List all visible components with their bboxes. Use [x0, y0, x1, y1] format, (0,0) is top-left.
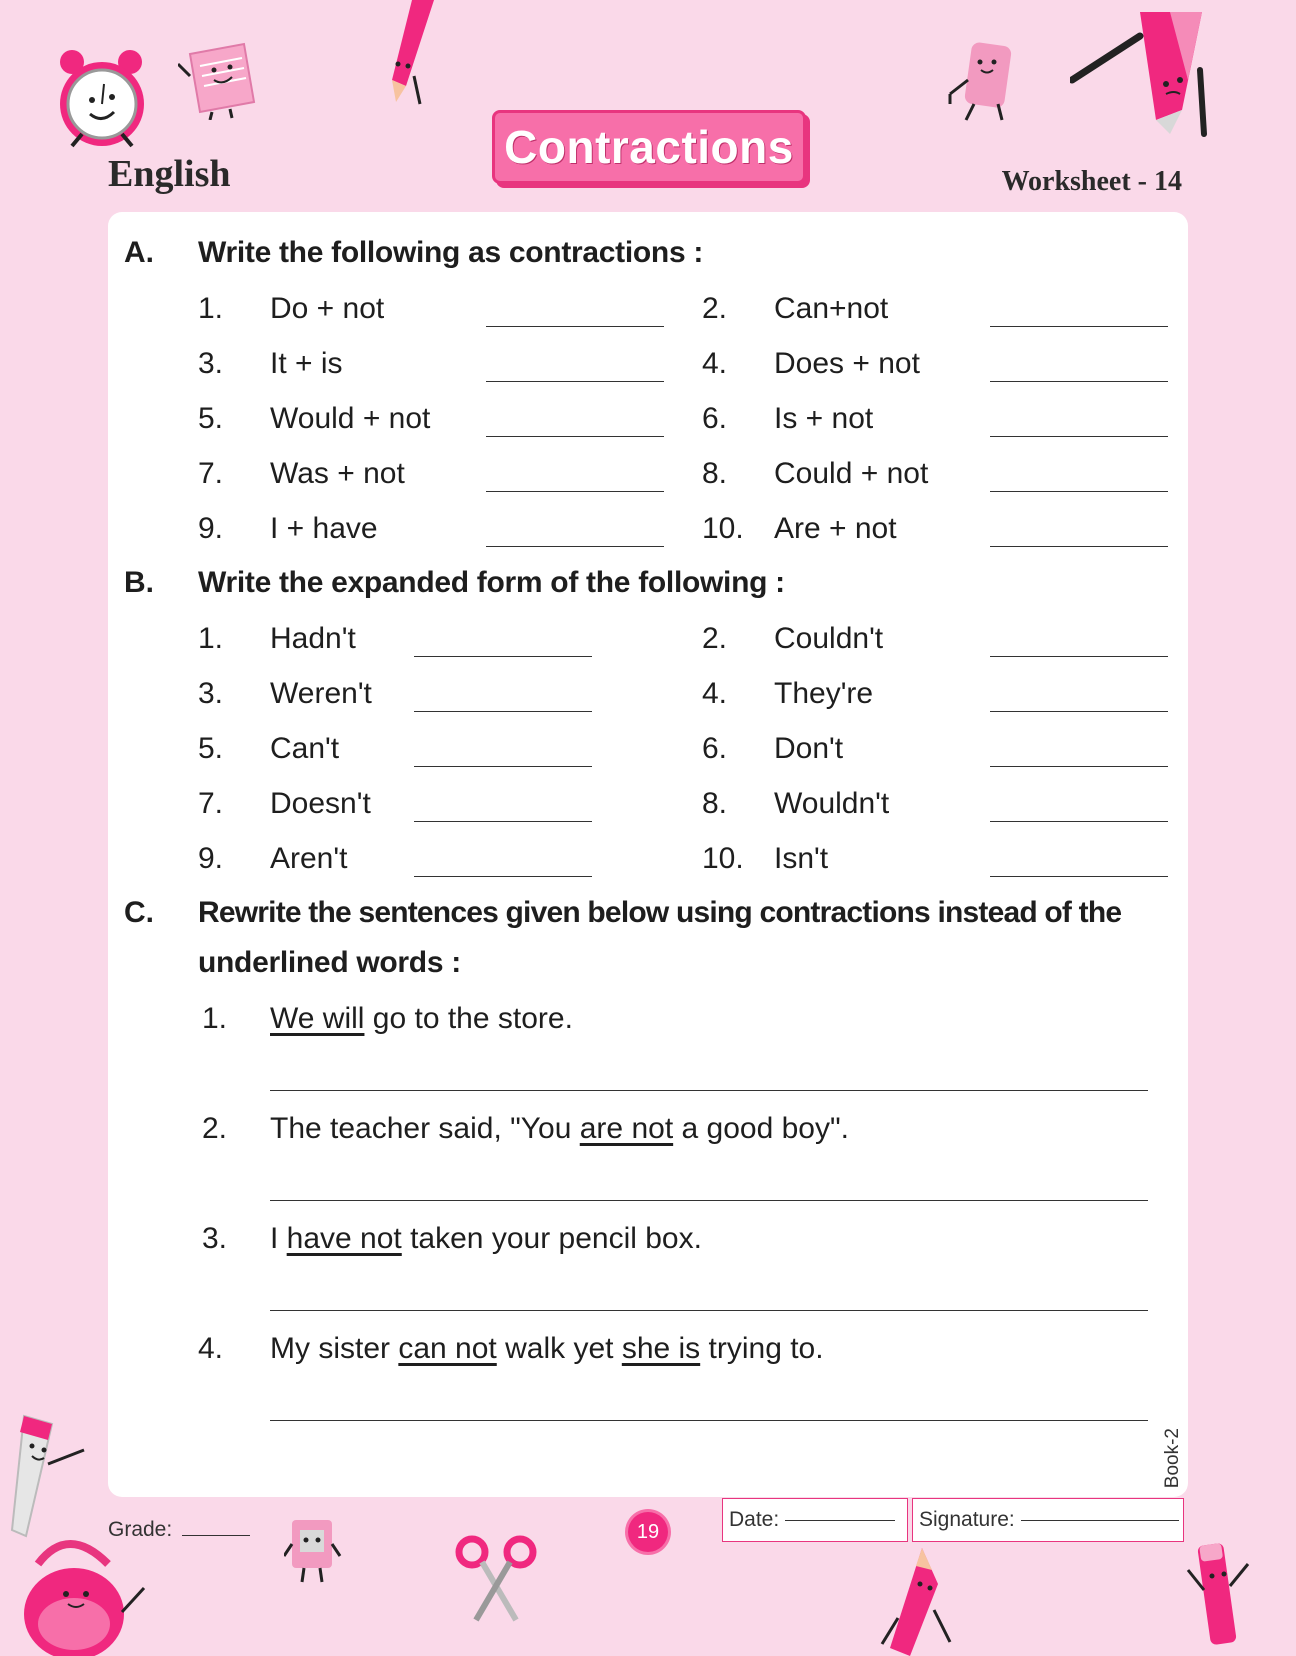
page-number-badge	[628, 1512, 668, 1552]
answer-blank[interactable]	[414, 656, 592, 657]
answer-blank[interactable]	[414, 711, 592, 712]
bag-character-icon	[8, 1524, 148, 1656]
pen-character-icon	[1184, 1540, 1254, 1656]
list-item-text: Isn't	[774, 842, 829, 875]
underlined-words: can not	[398, 1332, 497, 1365]
list-item-number: 8.	[702, 457, 728, 490]
list-item-text: Doesn't	[270, 787, 371, 820]
answer-blank[interactable]	[990, 546, 1168, 547]
list-item-number: 7.	[198, 457, 224, 490]
underlined-words: she is	[621, 1332, 701, 1365]
list-item-number: 2.	[702, 292, 728, 325]
list-item-number: 6.	[702, 732, 728, 765]
answer-blank[interactable]	[486, 436, 664, 437]
alarm-clock-icon	[52, 42, 152, 154]
answer-line[interactable]	[270, 1310, 1148, 1311]
list-item-text: Could + not	[774, 457, 929, 490]
underlined-words: have not	[286, 1222, 402, 1255]
list-item-text: Was + not	[270, 457, 405, 490]
list-item-text: Are + not	[774, 512, 897, 545]
answer-blank[interactable]	[990, 326, 1168, 327]
signature-field	[912, 1498, 1184, 1542]
ruler-character-icon	[8, 1410, 92, 1540]
answer-line[interactable]	[270, 1090, 1148, 1091]
sentence-text: My sister	[270, 1332, 399, 1365]
section-c-letter: C.	[124, 896, 154, 929]
date-field	[722, 1498, 908, 1542]
sentence-text: taken your pencil box.	[401, 1222, 702, 1255]
answer-blank[interactable]	[414, 821, 592, 822]
eraser-character-icon	[944, 40, 1026, 122]
section-b-letter: B.	[124, 566, 154, 599]
sentence-4	[270, 1332, 824, 1366]
section-c-heading-cont: underlined words :	[198, 946, 461, 979]
sentence-3	[270, 1222, 702, 1256]
answer-blank[interactable]	[990, 436, 1168, 437]
list-item-text: Does + not	[774, 347, 920, 380]
list-item-text: Weren't	[270, 677, 372, 710]
section-a-heading: Write the following as contractions :	[198, 236, 704, 269]
list-item-text: They're	[774, 677, 874, 710]
answer-blank[interactable]	[486, 326, 664, 327]
sentence-2	[270, 1112, 849, 1146]
answer-blank[interactable]	[486, 546, 664, 547]
notepad-icon	[178, 40, 260, 120]
list-item-number: 2.	[702, 622, 728, 655]
answer-blank[interactable]	[990, 711, 1168, 712]
list-item-number: 8.	[702, 787, 728, 820]
worksheet-number: Worksheet - 14	[1001, 166, 1182, 197]
list-item-text: Couldn't	[774, 622, 884, 655]
grade-label: Grade:	[108, 1518, 173, 1541]
sentence-number: 1.	[202, 1002, 228, 1035]
answer-blank[interactable]	[414, 876, 592, 877]
underlined-words: We will	[270, 1002, 365, 1035]
section-c-heading: Rewrite the sentences given below using contractions instead of the	[198, 896, 1122, 929]
list-item-text: I + have	[270, 512, 378, 545]
book-label: Book-2	[1162, 1428, 1183, 1489]
section-b-heading: Write the expanded form of the following :	[198, 566, 785, 599]
page-number: 19	[636, 1520, 660, 1543]
list-item-text: Can't	[270, 732, 340, 765]
sentence-text: I	[270, 1222, 287, 1255]
list-item-text: Do + not	[270, 292, 385, 325]
sentence-text: The teacher said, "You	[270, 1112, 580, 1145]
answer-blank[interactable]	[486, 381, 664, 382]
section-a-letter: A.	[124, 236, 154, 269]
list-item-number: 3.	[198, 347, 224, 380]
signature-label: Signature:	[919, 1508, 1015, 1531]
answer-blank[interactable]	[990, 656, 1168, 657]
list-item-number: 3.	[198, 677, 224, 710]
sentence-number: 2.	[202, 1112, 228, 1145]
list-item-number: 9.	[198, 512, 224, 545]
list-item-text: Hadn't	[270, 622, 356, 655]
list-item-text: It + is	[270, 347, 343, 380]
subject-label: English	[108, 153, 231, 195]
answer-blank[interactable]	[990, 821, 1168, 822]
list-item-number: 5.	[198, 732, 224, 765]
worksheet-title-banner	[492, 110, 806, 184]
answer-blank[interactable]	[990, 766, 1168, 767]
list-item-number: 10.	[702, 842, 744, 875]
date-blank[interactable]	[785, 1520, 895, 1521]
answer-line[interactable]	[270, 1200, 1148, 1201]
list-item-number: 9.	[198, 842, 224, 875]
list-item-text: Would + not	[270, 402, 431, 435]
signature-blank[interactable]	[1021, 1520, 1179, 1521]
sentence-text: trying to.	[700, 1332, 824, 1365]
list-item-text: Aren't	[270, 842, 348, 875]
date-label: Date:	[729, 1508, 780, 1531]
scissors-icon	[454, 1534, 538, 1624]
pencil-character-icon	[1070, 6, 1210, 140]
answer-blank[interactable]	[990, 876, 1168, 877]
sentence-text: go to the store.	[364, 1002, 573, 1035]
list-item-number: 4.	[702, 347, 728, 380]
sentence-text: walk yet	[496, 1332, 622, 1365]
answer-blank[interactable]	[486, 491, 664, 492]
list-item-text: Don't	[774, 732, 844, 765]
grade-blank[interactable]	[182, 1535, 250, 1536]
underlined-words: are not	[579, 1112, 674, 1145]
worksheet-title: Contractions	[504, 121, 794, 173]
list-item-text: Wouldn't	[774, 787, 890, 820]
answer-blank[interactable]	[414, 766, 592, 767]
list-item-number: 1.	[198, 622, 224, 655]
list-item-number: 7.	[198, 787, 224, 820]
answer-blank[interactable]	[990, 381, 1168, 382]
list-item-text: Is + not	[774, 402, 874, 435]
list-item-number: 6.	[702, 402, 728, 435]
list-item-number: 10.	[702, 512, 744, 545]
crayon-character-icon	[880, 1544, 960, 1656]
list-item-number: 1.	[198, 292, 224, 325]
list-item-number: 4.	[702, 677, 728, 710]
list-item-text: Can+not	[774, 292, 889, 325]
sentence-number: 3.	[202, 1222, 228, 1255]
answer-blank[interactable]	[990, 491, 1168, 492]
sharpener-character-icon	[284, 1516, 344, 1586]
list-item-number: 5.	[198, 402, 224, 435]
answer-line[interactable]	[270, 1420, 1148, 1421]
pencil-icon	[378, 0, 448, 110]
sentence-text: a good boy".	[673, 1112, 849, 1145]
sentence-number: 4.	[198, 1332, 224, 1365]
sentence-1	[270, 1002, 573, 1036]
